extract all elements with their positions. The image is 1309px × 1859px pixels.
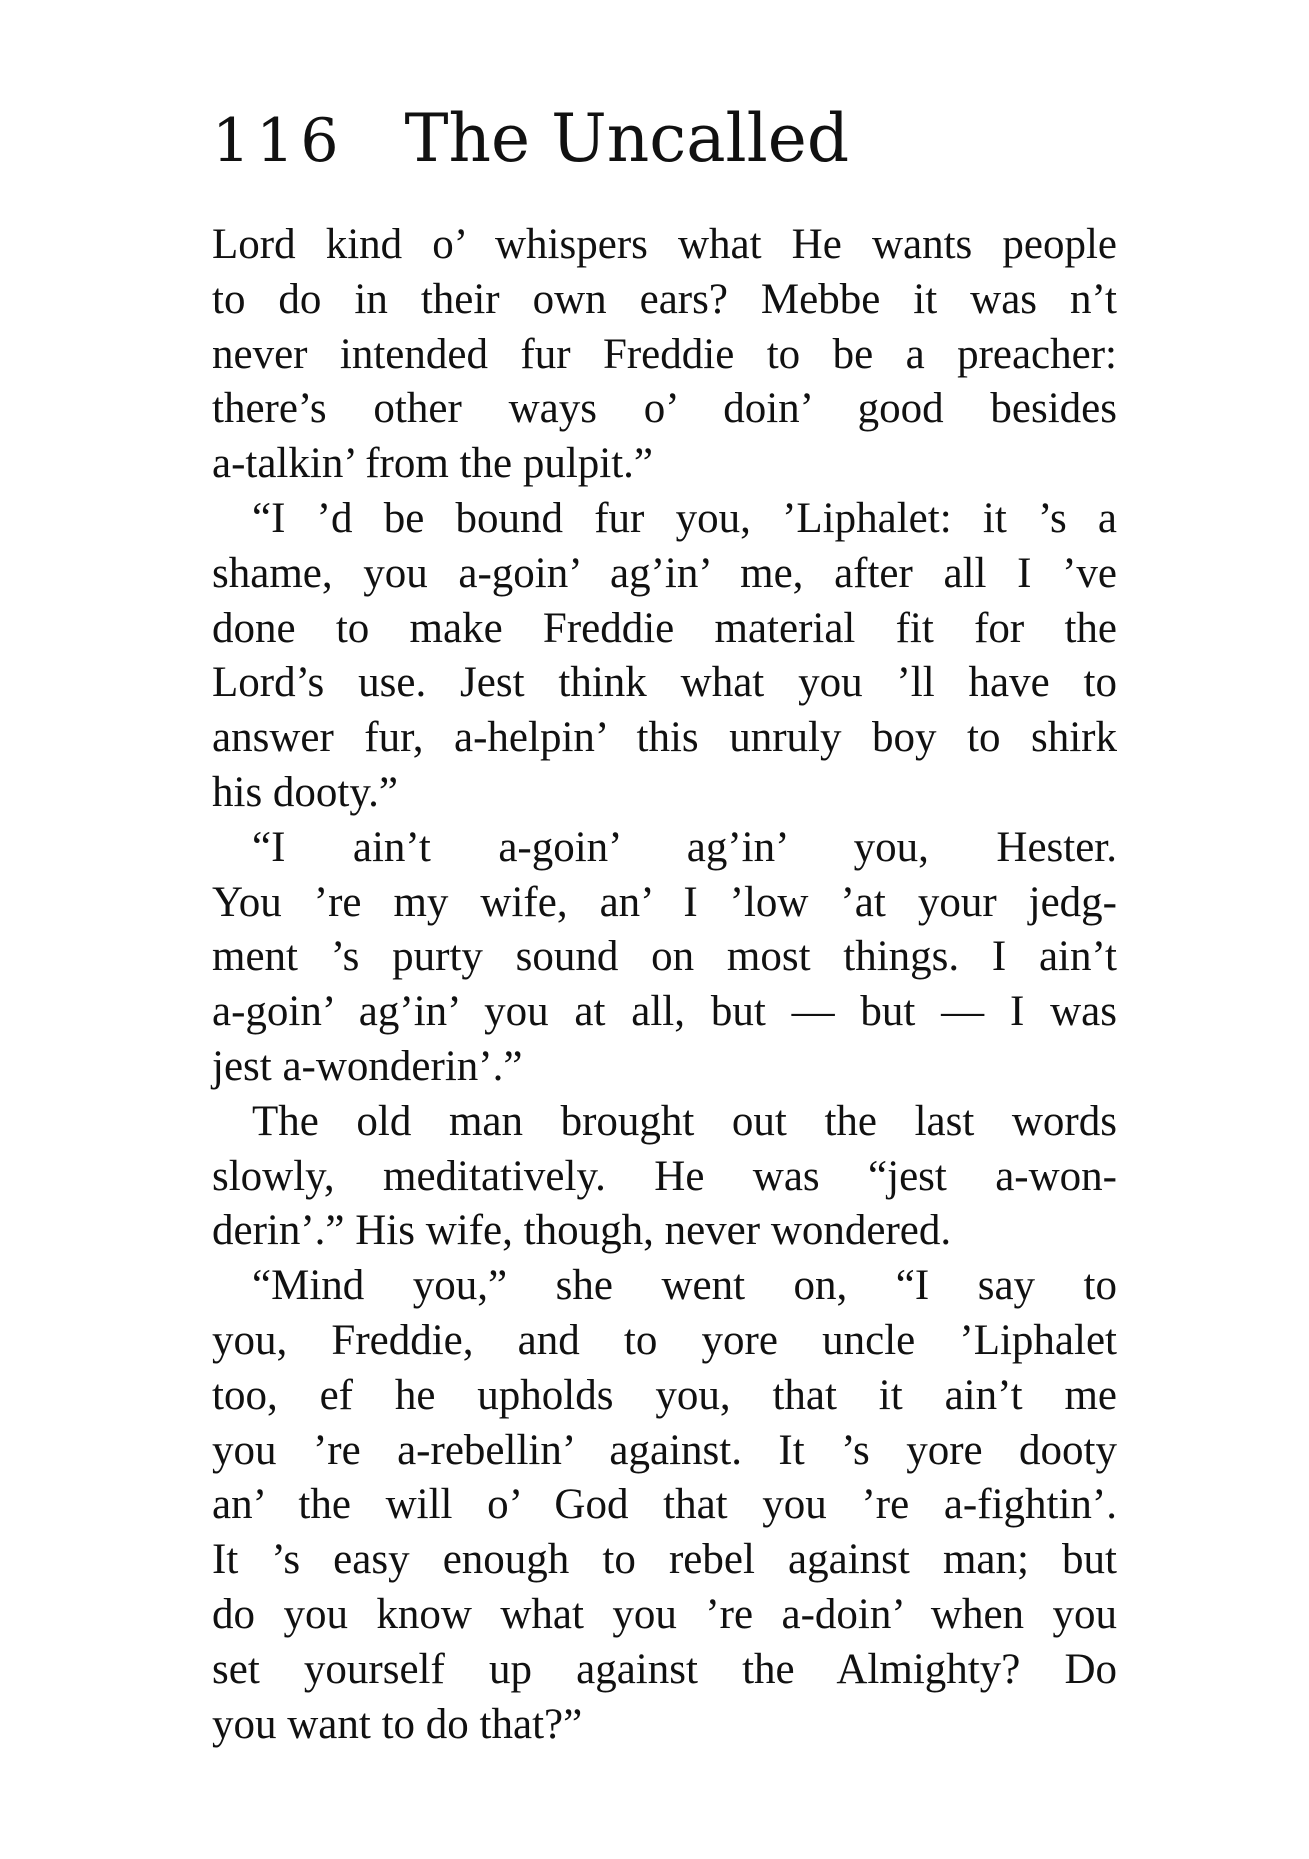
text-line: never intended fur Freddie to be a preacher: (212, 330, 1117, 378)
paragraph (212, 821, 1117, 1095)
running-header (212, 100, 849, 180)
paragraph (212, 1259, 1117, 1752)
text-line: a-talkin’ from the pulpit.” (212, 440, 654, 488)
body-text (212, 218, 1117, 1752)
text-line: too, ef he upholds you, that it ain’t me (212, 1371, 1117, 1419)
text-line: Lord kind o’ whispers what He wants people (212, 221, 1117, 268)
text-line: you, Freddie, and to yore uncle ’Liphalet (212, 1316, 1117, 1364)
text-line: ment ’s purty sound on most things. I ain’t (212, 933, 1117, 981)
paragraph (212, 218, 1117, 492)
text-line: you want to do that?” (212, 1700, 583, 1748)
text-line: done to make Freddie material fit for the (212, 604, 1117, 652)
text-line: “I ain’t a-goin’ ag’in’ you, Hester. (252, 823, 1117, 871)
paragraph (212, 1095, 1117, 1259)
text-line: his dooty.” (212, 768, 398, 816)
running-title: The Uncalled (404, 100, 850, 177)
text-line: “Mind you,” she went on, “I say to (252, 1262, 1117, 1310)
text-line: do you know what you ’re a-doin’ when you (212, 1590, 1117, 1638)
text-line: Lord’s use. Jest think what you ’ll have to (212, 659, 1117, 707)
text-line: shame, you a-goin’ ag’in’ me, after all I ’ve (212, 549, 1117, 597)
text-line: The old man brought out the last words (252, 1097, 1117, 1145)
page-number: 116 (212, 106, 345, 176)
text-line: you ’re a-rebellin’ against. It ’s yore dooty (212, 1426, 1117, 1474)
text-line: answer fur, a-helpin’ this unruly boy to shirk (212, 714, 1117, 762)
text-line: derin’.” His wife, though, never wondered. (212, 1207, 952, 1255)
text-line: It ’s easy enough to rebel against man; but (212, 1536, 1117, 1584)
text-line: there’s other ways o’ doin’ good besides (212, 385, 1117, 433)
paragraph (212, 492, 1117, 821)
text-line: an’ the will o’ God that you ’re a-fightin’. (212, 1481, 1117, 1529)
text-line: a-goin’ ag’in’ you at all, but — but — I was (212, 988, 1117, 1036)
text-line: jest a-wonderin’.” (212, 1042, 523, 1090)
text-line: You ’re my wife, an’ I ’low ’at your jedg- (212, 878, 1117, 926)
text-line: “I ’d be bound fur you, ’Liphalet: it ’s a (252, 494, 1117, 542)
text-line: slowly, meditatively. He was “jest a-won- (212, 1152, 1117, 1200)
text-line: set yourself up against the Almighty? Do (212, 1645, 1117, 1693)
text-line: to do in their own ears? Mebbe it was n’t (212, 275, 1117, 323)
